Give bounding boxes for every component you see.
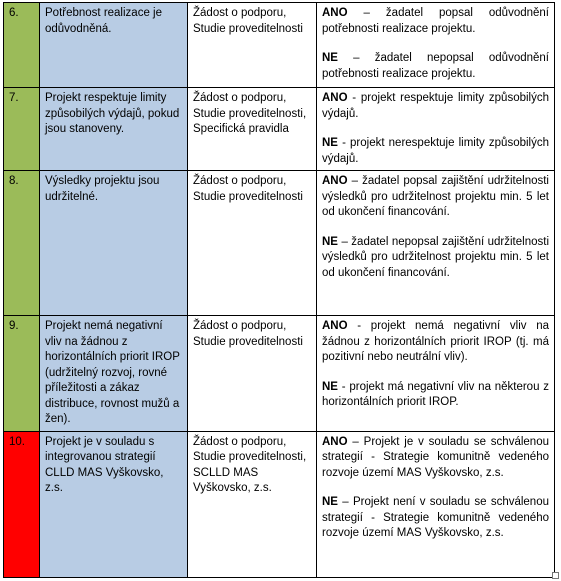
ano-label: ANO xyxy=(322,7,348,19)
table-row xyxy=(4,316,555,432)
source-text: Žádost o podporu, Studie proveditelnosti xyxy=(193,320,303,348)
criterion-cell: Projekt je v souladu s integrovanou strategií CLLD MAS Vyškovsko, z.s. xyxy=(40,431,188,577)
ano-text: - projekt nemá negativní vliv na žádnou z horizontálních priorit IROP (tj. má pozitivní nebo neutrální vliv). xyxy=(322,320,549,363)
evaluation-cell xyxy=(317,431,555,577)
ano-text: – žadatel popsal odůvodnění potřebnosti realizace projektu. xyxy=(322,7,549,35)
ano-text: - projekt respektuje limity způsobilých výdajů. xyxy=(322,92,549,120)
ne-label: NE xyxy=(322,137,338,149)
resize-handle[interactable] xyxy=(552,572,559,579)
source-cell xyxy=(188,171,317,316)
source-cell xyxy=(188,88,317,171)
ano-text: – Projekt je v souladu se schválenou strategií - Strategie komunitně vedeného rozvoje území MAS Vyškovsko, z.s. xyxy=(322,435,549,479)
ne-text: – žadatel nepopsal zajištění udržitelnosti výsledků pro udržitelnost projektu min. 5 let od ukončení financování. xyxy=(322,235,549,279)
table-row xyxy=(4,3,555,88)
ne-label: NE xyxy=(322,235,338,248)
table-row xyxy=(4,431,555,577)
table-row xyxy=(4,88,555,171)
criterion-cell: Projekt respektuje limity způsobilých výdajů, pokud jsou stanoveny. xyxy=(40,88,188,171)
ano-label: ANO xyxy=(322,175,348,187)
ne-label: NE xyxy=(322,496,338,508)
ano-text: – žadatel popsal zajištění udržitelnosti výsledků pro udržitelnost projektu min. 5 let od ukončení financování. xyxy=(322,175,549,218)
row-number: 9. xyxy=(4,316,40,432)
row-number: 8. xyxy=(4,171,40,316)
evaluation-cell xyxy=(317,88,555,171)
criterion-cell: Výsledky projektu jsou udržitelné. xyxy=(40,171,188,316)
evaluation-criteria-table xyxy=(3,2,555,578)
source-text: Žádost o podporu, Studie proveditelnosti xyxy=(193,175,303,203)
evaluation-cell xyxy=(317,316,555,432)
source-text: Žádost o podporu, Studie proveditelnosti xyxy=(193,7,303,35)
ne-text: – žadatel nepopsal odůvodnění potřebnosti realizace projektu. xyxy=(322,52,549,80)
source-cell xyxy=(188,431,317,577)
source-cell xyxy=(188,316,317,432)
ne-label: NE xyxy=(322,380,338,393)
row-number: 10. xyxy=(4,431,40,577)
ne-label: NE xyxy=(322,52,338,64)
source-cell xyxy=(188,3,317,88)
ne-text: – Projekt není v souladu se schválenou strategií - Strategie komunitně vedeného rozvoje území MAS Vyškovsko, z.s. xyxy=(322,496,549,539)
criterion-cell: Projekt nemá negativní vliv na žádnou z horizontálních priorit IROP (udržitelný rozvoj, rovné příležitosti a zákaz distribuce, rovnost mužů a žen). xyxy=(40,316,188,432)
ne-text: - projekt nerespektuje limity způsobilých výdajů. xyxy=(322,137,549,165)
row-number: 6. xyxy=(4,3,40,88)
source-text: Žádost o podporu, Studie proveditelnosti, Specifická pravidla xyxy=(193,92,307,135)
table-row xyxy=(4,171,555,316)
ano-label: ANO xyxy=(322,435,348,448)
evaluation-cell xyxy=(317,3,555,88)
evaluation-cell xyxy=(317,171,555,316)
ano-label: ANO xyxy=(322,92,348,104)
ne-text: - projekt má negativní vliv na některou z horizontálních priorit IROP. xyxy=(322,380,549,408)
ano-label: ANO xyxy=(322,320,348,332)
row-number: 7. xyxy=(4,88,40,171)
source-text: Žádost o podporu, Studie proveditelnosti, SCLLD MAS Vyškovsko, z.s. xyxy=(193,435,307,494)
criterion-cell: Potřebnost realizace je odůvodněná. xyxy=(40,3,188,88)
